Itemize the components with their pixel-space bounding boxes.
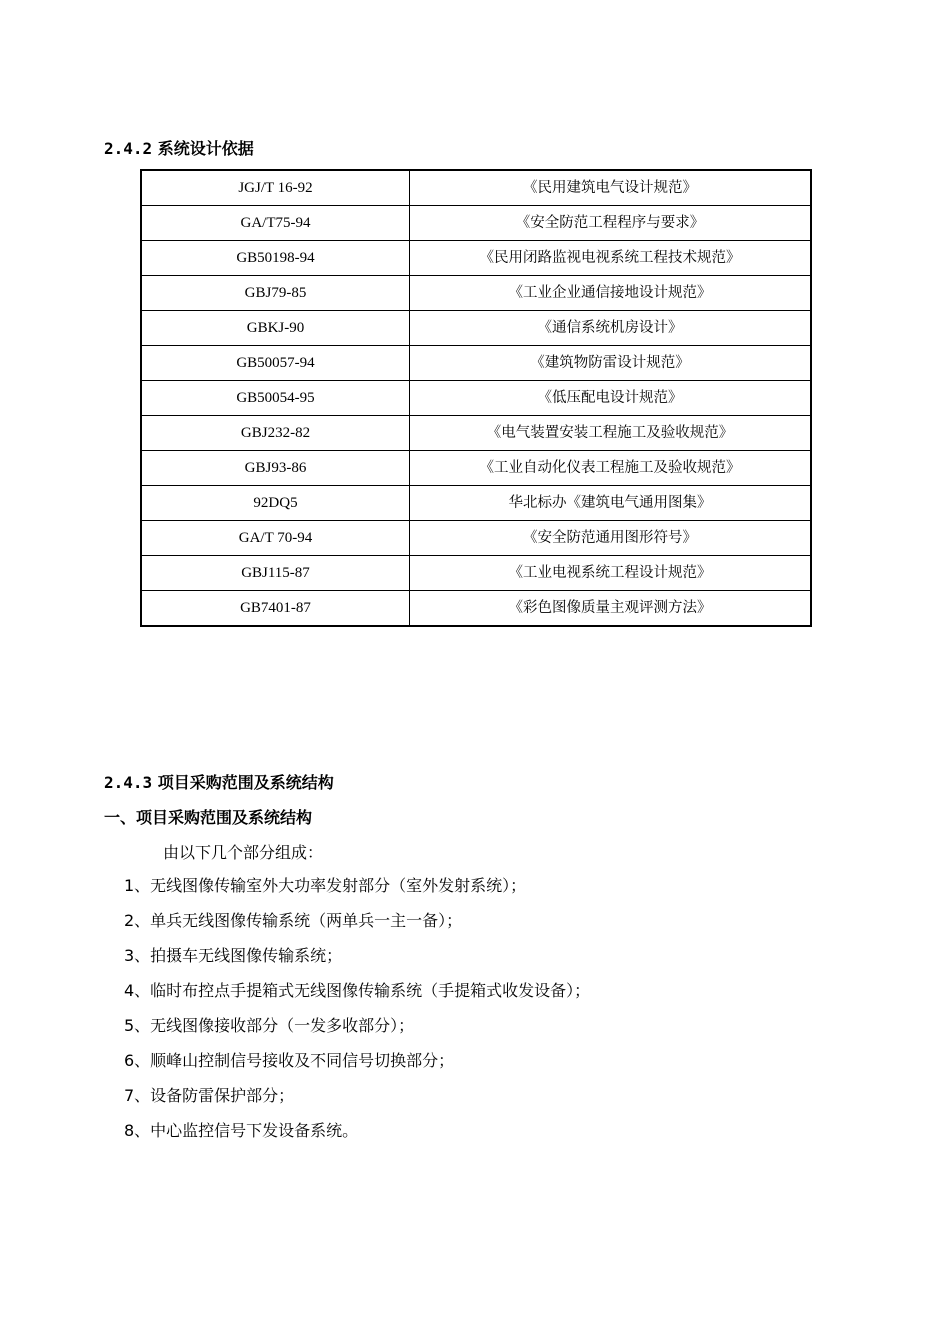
table-row bbox=[141, 206, 811, 241]
section-title: 项目采购范围及系统结构 bbox=[157, 773, 334, 792]
subheading: 一、项目采购范围及系统结构 bbox=[104, 808, 313, 827]
standard-name: 《工业企业通信接地设计规范》 bbox=[410, 276, 812, 311]
table-row bbox=[141, 521, 811, 556]
standard-code: GB50057-94 bbox=[141, 346, 410, 381]
standard-name: 《建筑物防雷设计规范》 bbox=[410, 346, 812, 381]
table-row bbox=[141, 591, 811, 627]
standard-name: 《民用闭路监视电视系统工程技术规范》 bbox=[410, 241, 812, 276]
standard-code: GBJ232-82 bbox=[141, 416, 410, 451]
standard-name: 《工业自动化仪表工程施工及验收规范》 bbox=[410, 451, 812, 486]
list-item: 2、单兵无线图像传输系统（两单兵一主一备）； bbox=[124, 911, 463, 930]
standard-code: GB50054-95 bbox=[141, 381, 410, 416]
list-item: 5、无线图像接收部分（一发多收部分）； bbox=[124, 1016, 415, 1035]
standard-name: 《低压配电设计规范》 bbox=[410, 381, 812, 416]
standard-name: 华北标办《建筑电气通用图集》 bbox=[410, 486, 812, 521]
table-row bbox=[141, 451, 811, 486]
standard-name: 《彩色图像质量主观评测方法》 bbox=[410, 591, 812, 627]
standards-table bbox=[140, 169, 812, 627]
table-row bbox=[141, 381, 811, 416]
standard-code: GA/T 70-94 bbox=[141, 521, 410, 556]
table-row bbox=[141, 416, 811, 451]
standard-name: 《安全防范工程程序与要求》 bbox=[410, 206, 812, 241]
standard-code: GBKJ-90 bbox=[141, 311, 410, 346]
table-row bbox=[141, 556, 811, 591]
table-row bbox=[141, 486, 811, 521]
list-item: 4、临时布控点手提箱式无线图像传输系统（手提箱式收发设备）； bbox=[124, 981, 591, 1000]
standard-code: GA/T75-94 bbox=[141, 206, 410, 241]
standard-name: 《通信系统机房设计》 bbox=[410, 311, 812, 346]
standard-name: 《电气装置安装工程施工及验收规范》 bbox=[410, 416, 812, 451]
standard-code: GBJ79-85 bbox=[141, 276, 410, 311]
standard-code: GBJ115-87 bbox=[141, 556, 410, 591]
section-number: 2.4.2 bbox=[104, 139, 153, 158]
section-heading-2-4-3 bbox=[104, 770, 334, 793]
component-list bbox=[124, 872, 590, 1152]
standard-code: JGJ/T 16-92 bbox=[141, 170, 410, 206]
standard-code: GB50198-94 bbox=[141, 241, 410, 276]
standard-name: 《工业电视系统工程设计规范》 bbox=[410, 556, 812, 591]
list-item: 7、设备防雷保护部分； bbox=[124, 1086, 295, 1105]
list-item: 6、顺峰山控制信号接收及不同信号切换部分； bbox=[124, 1051, 455, 1070]
standard-code: GB7401-87 bbox=[141, 591, 410, 627]
list-item: 1、无线图像传输室外大功率发射部分（室外发射系统）； bbox=[124, 876, 527, 895]
list-item: 3、拍摄车无线图像传输系统； bbox=[124, 946, 343, 965]
table-row bbox=[141, 276, 811, 311]
list-item: 8、中心监控信号下发设备系统。 bbox=[124, 1121, 359, 1140]
table-row bbox=[141, 241, 811, 276]
standard-code: GBJ93-86 bbox=[141, 451, 410, 486]
section-number: 2.4.3 bbox=[104, 773, 153, 792]
section-title: 系统设计依据 bbox=[157, 139, 254, 158]
intro-text: 由以下几个部分组成： bbox=[163, 843, 324, 862]
table-row bbox=[141, 311, 811, 346]
table-row bbox=[141, 170, 811, 206]
standard-code: 92DQ5 bbox=[141, 486, 410, 521]
table-row bbox=[141, 346, 811, 381]
section-heading-2-4-2 bbox=[104, 136, 254, 159]
standard-name: 《民用建筑电气设计规范》 bbox=[410, 170, 812, 206]
standard-name: 《安全防范通用图形符号》 bbox=[410, 521, 812, 556]
